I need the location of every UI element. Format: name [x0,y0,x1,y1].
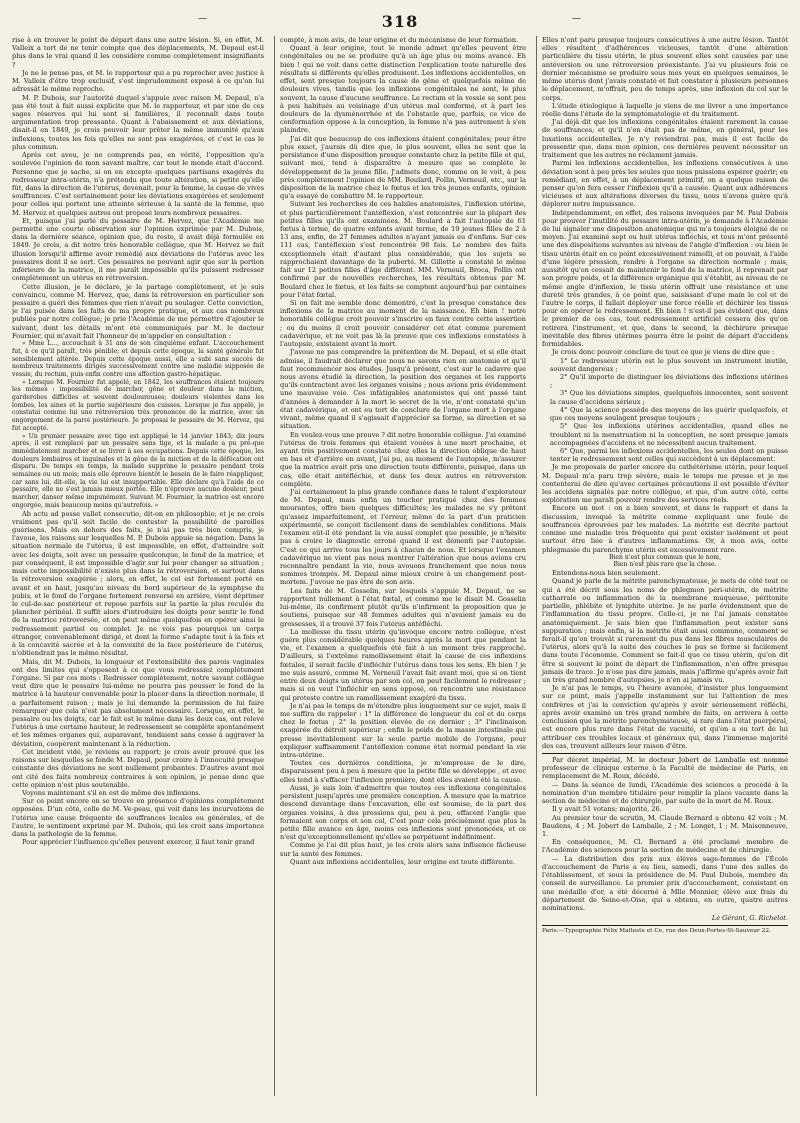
paragraph: Elles n'ont paru presque toujours consécutives à une autre lésion. Tantôt elles résultent d'adhérences vicieuses, tantôt d'une altération particulière du tissu utérin, le plus souvent elles sont causées par une antéversion ou une rétroversion préexistante. J'ai vu plusieurs fois ce dernier mécanisme se produire sous mes yeux en quelques semaines, le même utérus dont j'avais constaté et fait constater à plusieurs personnes le déplacement, m'offrait, peu de temps après, une inflexion du col sur le corps. [542,36,788,102]
paragraph: Comme je l'ai dit plus haut, je les crois alors sans influence fâcheuse sur la santé des femmes. [280,841,526,858]
paragraph: J'ai certainement la plus grande confiance dans le talent d'explorateur de M. Depaul, mais enfin un toucher pratiqué chez des femmes mourantes, offre bien quelques difficultés; les malades ne s'y prêtent qu'assez imparfaitement, et l'erreur, même de la part d'un praticien expérimenté, se conçoit facilement dans de semblables conditions. Mais l'examen eût-il été pendant la vie aussi complet que possible, je n'hésite pas à croire le diagnostic erroné quand il est démenti par l'autopsie. C'est ce qui arrive tous les jours à chacun de nous. Et lorsque l'examen cadavérique ne vient pas nous montrer l'altération que nous avions cru reconnaître pendant la vie, nous avouons franchement que nous nous sommes trompés. M. Depaul aime mieux croire à un changement post-mortem. J'avoue ne pas être de son avis. [280,488,526,587]
printer-imprint: Paris.—Typographie Félix Malteste et Ce, rue des Deux-Portes-St-Sauveur 22. [542,928,771,935]
column-2 [274,36,526,1096]
verse-line: Bien n'est plus commun que le nom, [608,553,722,561]
footer-divider [542,925,788,926]
header-dash-right: — [572,14,581,24]
paragraph: Je ne le pense pas, et M. le rapporteur qui a pu reprocher avec justice à M. Valleix d'être trop exclusif, s'est imprudemment exposé à ce qu'on lui adressât le même reproche. [12,68,264,94]
paragraph: Après cet aveu, je ne comprends pas, en vérité, l'opposition qu'a soulevée l'opinion de mon savant maître, car tout le monde était d'accord. Personne que je sache, si on en excepte quelques partisans exagérés du redresseur intra-utérin, n'a prétendu que toute altération, si petite qu'elle fût, dans la direction de l'utérus, devenait, pour la femme, la cause de vives souffrances. C'est certainement pour les déviations exagérées et seulement pour celles qui portent une atteinte sérieuse à la santé de la femme, que M. Hervez et quelques autres ont proposé leurs nombreux pessaires. [12,151,264,217]
paragraph: Je n'ai pas le temps, vu l'heure avancée, d'insister plus longuement sur ce point, mais j'appelle instamment sur lui l'attention de mes confrères et j'ai la conviction qu'après y avoir sérieusement réfléchi, après avoir examiné un très grand nombre de faits, on arrivera à cette conclusion que la métrite parenchymateuse, si rare dans l'état puerpéral, est encore plus rare dans l'état de vacuité, et qu'on a eu tort de lui attribuer ces troubles locaux et généraux qui, dans l'immense majorité des cas, trouvent ailleurs leur raison d'être. [542,684,788,750]
paragraph: Cet incident vidé, je reviens au rapport; je crois avoir prouvé que les raisons sur lesquelles se fonde M. Depaul, pour croire à l'innocuité presque constante des déviations ne sont nullement probantes. D'autres avant moi ont cité des faits nombreux contraires à son opinion, je pense donc que cette opinion n'est plus soutenable. [12,747,264,789]
paragraph: Mais, dit M. Dubois, la longueur et l'extensibilité des parois vaginales ont des limites qui s'opposent à ce que vous redressiez complètement l'organe. Si par ces mots : Redresser complètement, notre savant collègue veut dire que le pessaire lui-même ne pourra pas pousser le fond de la matrice à la hauteur convenable pour la placer dans la direction normale, il a parfaitement raison ; mais je lui demande la permission de lui faire remarquer que cela n'est pas absolument nécessaire. Lorsque, en effet, le pessaire ou les doigts, car le fait est le même dans les deux cas, ont relevé l'utérus à une certaine hauteur, le redressement se complète spontanément et les mêmes organes qui, auparavant, tendaient sans cesse à aggraver la déviation, coopèrent maintenant à la réduction. [12,657,264,748]
header-dash-left: — [198,14,207,24]
conclusion-item: 5° Que les inflexions utérines accidentelles, quand elles ne troublent ni la menstruation ni la conception, ne sont presque jamais accompagnées d'accidens et ne nécessitent aucun traitement. [550,422,788,447]
news-paragraph: Par décret impérial, M. le docteur Jobert de Lamballe est nommé professeur de clinique externe à la Faculté de médecine de Paris, en remplacement de M. Roux, décédé. [542,756,788,781]
paragraph: rise à en trouver le point de départ dans une autre lésion. Si, en effet, M. Valleix a tort de ne tenir compte que des déplacements, M. Depaul est-il plus dans le vrai quand il les considère comme complètement insignifiants ? [12,36,264,69]
paragraph: Je crois donc pouvoir conclure de tout ce que je viens de dire que : [552,348,775,357]
conclusion-item: 6° Que, parmi les inflexions accidentelles, les seules dont on puisse tenter le redressement sont celles qui succèdent à un déplacement. [550,446,788,464]
paragraph: Si on fait me semble donc démontré, c'est la presque constance des inflexions de la matrice au moment de la naissance. Eh bien ! notre honorable collègue croit pouvoir s'inscrire en faux contre cette assertion ; ou du moins il croit pouvoir considérer cet état comme purement cadavérique, et ne voit pas là la preuve que ces inflexions constatées à l'autopsie, existaient avant la mort. [280,299,526,349]
quoted-case-paragraph: » Lorsque M. Fournier fut appelé, en 1842, les souffrances étaient toujours les mêmes : impossibilité de marcher, gêne et douleur dans la miction, garderobes difficiles et souvent douloureuses; douleurs violentes dans les lombes, les aines et la partie supérieure des cuisses. Lorsque je fus appelé, je constatai comme lui une rétroversion très prononcée de la matrice, avec un engorgement de la paroi postérieure. Je proposai le pessaire de M. Hervez, qui fut accepté. [12,378,264,432]
news-paragraph: — La distribution des prix aux élèves sage-femmes de l'École d'accouchement de Paris a eu lieu, samedi, dans l'une des salles de l'établissement, et sous la présidence de M. Paul Dubois, membre du conseil de surveillance. Le premier prix d'accouchement, consistant en une médaille d'or, a été décerné à Mlle Monnier, élève aux frais du département de Seine-et-Oise, qui a obtenu, en outre, quatre autres nominations. [542,854,788,912]
paragraph: M. P. Dubois, sur l'autorité duquel s'appuie avec raison M. Depaul, n'a pas été tout à fait aussi explicite que M. le rapporteur, et par une de ces sages réserves qui lui sont si familières, il reconnaît dans toute argumentation trop pressante. Quant à l'abaissement et aux déviations, disait-il en 1849, je crois pouvoir leur prêter la même immunité qu'aux inflexions, toutes les fois qu'elles ne sont pas exagérées, et c'est le cas le plus commun. [12,93,264,151]
paragraph: Quant à leur origine, tout le monde admet qu'elles peuvent être congénitales ou ne se produire qu'à un âge plus ou moins avancé. Eh bien ! qui ne voit dans cette distinction l'explication toute naturelle des résultats si différents qu'elles produisent. Les inflexions accidentelles, en effet, sont presque toujours la cause de gêne et quelquefois même de douleurs vives, tandis que les inflexions congénitales ne sont, le plus souvent, la cause d'aucune souffrance. Le rectum et la vessie se sont peu à peu habitués au voisinage d'un utérus mal conformé, et à part les douleurs de la dysménorrhée et de l'obstacle que, parfois, ce vice de conformation oppose à la conception, la femme n'a pas autrement à s'en plaindre. [280,44,526,135]
paragraph: J'avoue ne pas comprendre la prétention de M. Depaul, et si elle était admise, il faudrait déclarer que nous ne savons rien en anatomie et qu'il faut recommencer nos études. Jusqu'à présent, c'est sur le cadavre que nous avons étudié la direction, la position des organes et les rapports qu'ils contractent avec les organes voisins ; nous avions pris évidemment une mauvaise voie. Ces infatigables anatomistes qui ont passé tant d'années à demander à la mort le secret de la vie, n'ont constaté qu'un état cadavérique, et ont eu tort de conclure de l'organe mort à l'organe vivant, même quand il s'agissait d'apprécier sa forme, sa direction et sa situation. [280,348,526,431]
paragraph: Sur ce point encore on se trouve en présence d'opinions complètement opposées. D'un côté, celle de M. Ve-peau, qui voit dans les incurvations de l'utérus une cause fréquente de souffrances locales ou générales, et de l'autre, le sentiment exprimé par M. Dubois, qui les croit sans importance dans la pathologie de la femme. [12,797,264,839]
paragraph: Encore un mot : on a bien souvent, et dans le rapport et dans la discussion, invoqué la métrite comme expliquant une foule de souffrances éprouvées par les malades. La métrite est décrite partout comme une maladie très fréquente qui peut exister isolément et peut surtout être liée à d'autres inflammations. Or, à mon avis, cette phlegmasie du parenchyme utérin est excessivement rare. [542,504,788,554]
paragraph: Entendons-nous bien seulement. [552,569,661,578]
quoted-case-paragraph: » Un premier pessaire avec tige est appliqué le 14 janvier 1843; dix jours après, il est remplacé par un pessaire sans tige, et la malade a pu pré-que immédiatement marcher et se livrer à ses occupations. Depuis cette époque, les douleurs lombaires et inguinales et la gêne de la miction et de la défécation ont disparu. De temps en temps, la malade supprime le pessaire pendant trois semaines ou un mois; mais elle éprouve bientôt le besoin de le faire réappliquer, car sans lui, dit-elle, la vie lui est insupportable. Elle déclare qu'à l'aide de ce pessaire, elle ne s'est jamais mieux portée. Elle n'éprouve aucune douleur, peut marcher, danser même impunément. Suivant M. Fournier, la matrice est encore engorgée, mais beaucoup moins qu'autrefois. » [12,432,264,509]
text-columns [12,36,788,1096]
paragraph: Pour apprécier l'influence qu'elles peuvent exercer, il faut tenir grand [22,838,255,847]
paragraph: compte, à mon avis, de leur origine et du mécanisme de leur formation. [280,36,519,44]
paragraph: Je me proposais de parler encore du cathétérisme utérin, pour lequel M. Depaul m'a paru trop sévère, mais le temps me presse et je me contenterai de dire qu'avec certaines précautions il est possible d'éviter les accidens signalés par notre collègue, et que, d'un autre côté, cette exploration me paraît pouvoir rendre des services réels. [542,463,788,505]
column-1 [12,36,264,1096]
section-divider [542,753,788,754]
paragraph: Parmi les inflexions accidentelles, les inflexions consécutives à une déviation sont à peu près les seules que nous puissions espérer guérir; en remédiant, en effet, à un déplacement primitif, on a quelque raison de penser qu'on fera cesser l'inflexion qu'il a causée. Quant aux adhérences vicieuses et aux altérations diverses du tissu, nous n'avons guère qu'à déplorer notre impuissance. [542,159,788,209]
conclusion-item: 1° Le redresseur utérin est le plus souvent un instrument inutile, souvent dangereux ; [550,356,788,373]
paragraph: Les faits de M. Gosselin, sur lesquels s'appuie M. Depaul, ne se rapportent nullement à l'état fœtal, et comme me le disait M. Gosselin lui-même, ils confirment plutôt qu'ils n'infirment la proposition que je soutiens, puisque sur 48 femmes adultes qui n'avaient jamais eu de grossesses, il a trouvé 37 fois l'utérus antéfléchi. [280,586,526,628]
page-number: 318 [381,12,419,31]
paragraph: Indépendamment, en effet, des raisons invoquées par M. Paul Dubois pour prouver l'inutilité du pessaire intra-utérin, je demande à l'Académie de lui signaler une disposition anatomique qui m'a toujours éloigné de ce moyen. J'ai examiné sept ou huit utérus infléchis, et tous m'ont présenté une des dispositions suivantes au niveau de l'angle d'inflexion : ou bien le tissu utérin était en ce point excessivement ramolli, et on pouvait, à l'aide d'une légère pression, rendre à l'organe sa direction normale ; mais, aussitôt qu'on cessait de maintenir le fond de la matrice, il reprenait par son propre poids, et la différence organique qui s'établit, au niveau de ce même angle d'inflexion, le tissu utérin offrait une résistance et une dureté très grandes, à ce point que, saisissant d'une main le col et de l'autre le corps, il fallait déployer une force réelle et déchirer les tissus pour en opérer le redressement. Eh bien ! n'est-il pas évident que, dans le premier de ces cas, tout redressement artificiel cessera dès qu'on retirera l'instrument, et que, dans le second, la déchirure presque inévitable des fibres utérines pourra être le point de départ d'accidens formidables. [542,208,788,349]
paragraph: Toutes ces dernières conditions, je m'empresse de le dire, disparaissent peu à peu à mesure que la petite fille se développe , et avec elles tend à s'effacer l'inflexion première, dont elles avaient été la cause. [280,759,526,784]
paragraph: J'ai déjà dit que les inflexions congénitales étaient rarement la cause de souffrances, et qu'il n'en était pas de même, en général, pour les luxations accidentelles. Je n'y reviendrai pas, mais il est facile de pressentir que, dans mon opinion, ces dernières peuvent nécessiter un traitement que les autres ne réclament jamais. [542,118,788,160]
paragraph: L'étude étiologique à laquelle je viens de me livrer a une importance réelle dans l'étude de la symptomatologie et du traitement. [542,101,788,118]
quoted-case-paragraph: « Mme L..., accouchait à 31 ans de son cinquième enfant. L'accouchement fut, à ce qu'il paraît, très pénible; et depuis cette époque, la santé générale fut sensiblement altérée. Depuis cette époque aussi, elle a subi sans succès de nombreux traitements dirigés successivement contre une maladie supposée de vessie, du rectum, puis enfin contre une affection gastro-hépatique. [12,340,264,378]
paragraph: Et, puisque j'ai parlé du pessaire de M. Hervez, que l'Académie me permette une courte observation sur l'opinion exprimée par M. Dubois, dans la dernière séance, opinion que, du reste, il avait déjà formulée en 1849. Je crois, a dit notre très honorable collègue, que M. Hervez se fait illusion lorsqu'il affirme avoir remédié aux déviations de l'utérus avec les pessaires dont il se sert. Ces pessaires ne pouvant agir que sur la portion inférieure de la matrice, il me paraît impossible qu'ils puissent redresser complètement un utérus en rétroversion. [12,216,264,283]
conclusion-item: 4° Que la science possède des moyens de les guérir quelquefois, et que ces moyens soulagent presque toujours ; [550,405,788,423]
paragraph: Je n'ai pas le temps de m'étendre plus longuement sur ce sujet, mais il me suffira de rappeler : 1° la différence de longueur du col et du corps chez le fœtus ; 2° la position élevée de ce dernier ; 3° l'inclinaison exagérée du détroit supérieur ; enfin le poids de la masse intestinale qui presse inévitablement sur la seule partie mobile de l'organe, pour expliquer suffisamment l'antéflexion comme état normal pendant la vie intra-utérine. [280,701,526,760]
news-paragraph: — Dans la séance de lundi, l'Académie des sciences a procédé à la nomination d'un membre titulaire pour remplir la place vacante dans la section de médecine et de chirurgie, par suite de la mort de M. Roux. [542,780,788,806]
paragraph: Cette illusion, je le déclare, je la partage complètement, et je suis convaincu, comme M. Hervez, que, dans la rétroversion en particulier son pessaire a guéri des femmes que rien n'avait pu soulager. Cette conviction, je l'ai puisée dans les faits de ma propre pratique, et aux cas nombreux publiés par notre collègue; je prie l'Académie de me permettre d'ajouter le suivant, dont les détails m'ont été communiqués par M. le docteur Fournier, qui m'avait fait l'honneur de m'appeler en consultation : [12,282,264,340]
paragraph: Voyons maintenant s'il en est de même des inflexions. [22,789,201,797]
conclusion-item: 2° Qu'il importe de distinguer les déviations des inflexions utérines ; [550,372,788,390]
paragraph: Quand je parle de la métrite parenchymateuse, je mets de côté tout ce qui a été décrit sous les noms de phlegmon péri-utérin, de métrite catharrale ou inflammation de la membrane muqueuse, péritonite partielle, phlébite et lymphite utérine. Je ne parle évidemment que de l'inflammation du tissu propre. Celle-ci, je ne l'ai jamais constatée anatomiquement. Je sais bien que l'inflammation peut exister sans suppuration ; mais enfin, si la métrite était aussi commune, comment se ferait-il qu'on trouvât si rarement du pus dans les fibres musculaires de l'utérus, alors qu'à la suite des couches le pus se forme si facilement dans toute l'économie. Comment se fait-il que ce tissu utérin, qu'on dit être si souvent le point de départ de l'inflammation, n'en offre presque jamais de trace. Je n'ose pas dire jamais, mais j'affirme qu'après avoir fait un très grand nombre d'autopsies, je n'en ai jamais vu. [542,577,788,685]
paragraph: En voulez-vous une preuve ? dit notre honorable collègue. J'ai examiné l'utérus de trois femmes qui étaient vouées à une mort prochaine, et ayant très positivement constaté chez elles la direction oblique de haut en bas et d'arrière en avant, j'ai pu, au moment de l'autopsie, m'assurer que la matrice avait pris une direction toute différente, puisque, dans un cas, elle était antéfléchie, et dans les deux autres en rétroversion complète. [280,430,526,488]
paragraph: Ab actu ad posse vallet consecutio, dit-on en philosophie; et je ne crois vraiment pas qu'il soit facile de contester la possibilité de pareilles guérisons. Mais en dehors des faits, je n'ai pas très bien compris, je l'avoue, les raisons sur lesquelles M. P. Dubois appuie sa négation. Dans la situation normale de l'utérus, il est impossible, en effet, d'atteindre soit avec les doigts, soit avec un pessaire quelconque, le fond de la matrice, et par conséquent, il est impossible d'agir sur lui pour changer sa situation ; mais cette impossibilité n'existe plus dans la rétroversion, et surtout dans la rétroversion exagérée ; alors, en effet, le col est fortement porté en avant et en haut, jusqu'au niveau du bord supérieur de la symphyse du pubis, et le fond de l'organe fortement renversé en arrière, vient déprimer le cul-de-sac postérieur et repose parfois sur la partie la plus reculée du plancher périnéal. Il suffit alors d'introduire les doigts pour sentir le fond de la matrice rétroversée, et on peut même quelquefois en opérer ainsi le redressement partiel ou complet. Je ne vois pas pourquoi un corps étranger, convenablement dirigé, et dont la forme s'adapte tout à la fois et à la concavité sacrée et à la convexité de la face postérieure de l'utérus, n'obtiendrait pas le même résultat. [12,509,264,658]
paragraph: J'ai dit que beaucoup de ces inflexions étaient congénitales; pour être plus exact, j'aurais dû dire que, le plus souvent, elles ne sont que la persistance d'une disposition presque constante chez la petite fille et qui, suivant moi, tend à disparaître à mesure que se complète le développement de la jeune fille. J'admets donc, comme on le voit, à peu près complètement l'opinion de MM. Boulard, Follin, Verneuil, etc., sur la disposition de la matrice chez le fœtus et les très jeunes enfants, opinion qu'a essayé de combattre M. le rapporteur. [280,134,526,201]
managing-editor-signature: Le Gérant, G. Richelot. [711,914,788,923]
news-paragraph: En conséquence, M. Cl. Bernard a été proclamé membre de l'Académie des sciences pour la section de médecine et de chirurgie. [542,838,788,855]
paragraph: Suivant les recherches de ces habiles anatomistes, l'inflexion utérine, et plus particulièrement l'antéflexion, s'est rencontrée sur la plupart des petites filles qu'ils ont examinées. M. Boulard a fait l'autopsie de 61 fœtus à terme, de quatre enfants avant terme, de 19 jeunes filles de 2 à 13 ans, enfin, de 27 femmes adultes n'ayant jamais eu d'enfans. Sur ces 111 cas, l'antéflexion s'est rencontrée 98 fois. Le nombre des faits exceptionnels était d'autant plus considérable, que les sujets se rapprochaient davantage de la puberté. M. Gillette a constaté le même fait sur 12 petites filles d'âge différent. MM. Verneuil, Broca, Follin ont confirmé par de nouvelles recherches, les résultats obtenus par M. Boulard chez le fœtus, et les faits se comptent aujourd'hui par centaines pour l'état fœtal. [280,200,526,299]
conclusion-item: 3° Que les déviations simples, quelquefois innocentes, sont souvent la cause d'accidens sérieux ; [550,389,788,406]
page-header [12,8,788,36]
paragraph: La mollesse du tissu utérin qu'invoque encore notre collègue, n'est guère plus considérable quelques heures après la mort que pendant la vie, et l'examen a quelquefois été fait à un moment très rapproché. D'ailleurs, si l'extrême ramollissement était la cause de ces inflexions fœtales, il serait facile d'infléchir l'utérus dans tous les sens. Eh bien ! je me suis assuré, comme M. Verneuil l'avait fait avant moi, que si on tient entre deux doigts un utérus par son col, on peut facilement le redresser ; mais si on veut l'infléchir en sens opposé, on rencontre une résistance qui proteste contre un ramollissement exagéré du tissu. [280,627,526,702]
news-paragraph: Il y avait 51 votans; majorité, 26. [552,805,662,814]
paragraph: Aussi, je suis loin d'admettre que toutes ces inflexions congénitales persistent jusqu'après une première conception. À mesure que la matrice descend davantage dans l'excavation, elle est soumise, de la part des organes voisins, à des pressions qui, peu à peu, effacent l'angle que formaient son corps et son col, C'est pour cela précisément que plus la petite fille avance en âge, moins ces inflexions sont prononcées, et ce n'est qu'exceptionnellement qu'elles se perpétuent indéfiniment. [280,783,526,842]
verse-line: Bien n'est plus rare que la chose. [613,561,717,569]
paragraph: Quant aux inflexions accidentelles, leur origine est toute différente. [290,857,515,866]
column-3 [536,36,788,1096]
news-paragraph: Au premier tour de scrutin, M. Claude Bernard a obtenu 42 voix ; M. Baudens, 4 ; M. Jobert de Lamballe, 2 ; M. Longet, 1 ; M. Maisonneuve, 1. [542,813,788,838]
